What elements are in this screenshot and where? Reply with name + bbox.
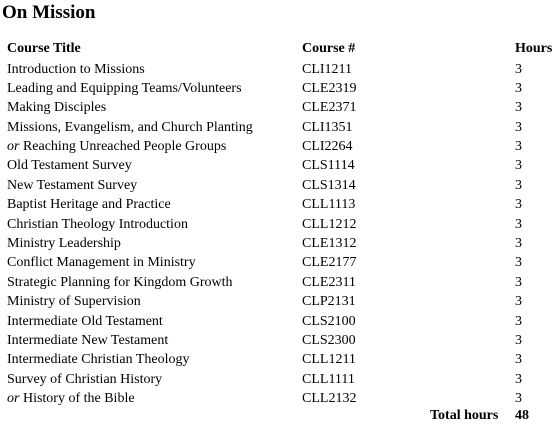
- course-title-text: Survey of Christian History: [7, 371, 163, 387]
- table-row: [0, 118, 559, 137]
- course-title-cell: [7, 350, 189, 369]
- course-number-cell: CLP2131: [302, 294, 356, 310]
- course-alternative-prefix: or: [7, 391, 20, 407]
- course-table: [0, 60, 559, 409]
- course-hours-cell: 3: [515, 119, 522, 135]
- course-number-cell: CLE2371: [302, 100, 357, 116]
- course-title-text: New Testament Survey: [7, 177, 138, 193]
- course-title-text: Introduction to Missions: [7, 61, 145, 77]
- course-title-text: Intermediate New Testament: [7, 332, 169, 348]
- course-title-cell: [7, 60, 145, 79]
- table-row: [0, 350, 559, 369]
- course-title-cell: [7, 234, 121, 253]
- table-row: [0, 253, 559, 272]
- total-hours-value: 48: [515, 408, 529, 423]
- course-title-cell: [7, 176, 137, 195]
- course-title-cell: [7, 98, 106, 117]
- course-title-cell: [7, 292, 141, 311]
- table-row: [0, 98, 559, 117]
- course-hours-cell: 3: [515, 100, 522, 116]
- course-hours-cell: 3: [515, 80, 522, 96]
- table-row: [0, 331, 559, 350]
- course-title-text: Making Disciples: [7, 100, 107, 116]
- course-title-cell: [7, 195, 171, 214]
- table-row: [0, 273, 559, 292]
- course-hours-cell: 3: [515, 216, 522, 232]
- course-number-cell: CLL1113: [302, 197, 356, 213]
- course-title-text: Intermediate Old Testament: [7, 313, 163, 329]
- course-hours-cell: 3: [515, 61, 522, 77]
- course-number-cell: CLS1314: [302, 177, 356, 193]
- course-title-cell: [7, 137, 226, 156]
- column-header-hours: Hours: [515, 41, 553, 56]
- course-hours-cell: 3: [515, 332, 522, 348]
- course-number-cell: CLE2319: [302, 80, 357, 96]
- course-title-text: Reaching Unreached People Groups: [22, 139, 227, 155]
- course-title-text: Conflict Management in Ministry: [7, 255, 196, 271]
- course-hours-cell: 3: [515, 236, 522, 252]
- course-number-cell: CLL1212: [302, 216, 357, 232]
- course-title-cell: [7, 253, 196, 272]
- course-title-text: Old Testament Survey: [7, 158, 132, 174]
- course-title-cell: [7, 389, 135, 408]
- course-number-cell: CLL1111: [302, 371, 355, 387]
- column-header-course-title: Course Title: [7, 41, 81, 56]
- course-title-text: Leading and Equipping Teams/Volunteers: [7, 80, 242, 96]
- course-title-text: Christian Theology Introduction: [7, 216, 188, 232]
- course-hours-cell: 3: [515, 139, 522, 155]
- course-number-cell: CLS2100: [302, 313, 356, 329]
- course-title-cell: [7, 312, 163, 331]
- course-hours-cell: 3: [515, 274, 522, 290]
- course-hours-cell: 3: [515, 294, 522, 310]
- course-number-cell: CLE2311: [302, 274, 356, 290]
- course-title-text: History of the Bible: [22, 391, 135, 407]
- table-row: [0, 215, 559, 234]
- course-title-cell: [7, 79, 242, 98]
- course-alternative-prefix: or: [7, 139, 20, 155]
- course-title-cell: [7, 331, 168, 350]
- table-row: [0, 60, 559, 79]
- course-title-cell: [7, 118, 253, 137]
- table-row: [0, 137, 559, 156]
- table-row: [0, 79, 559, 98]
- course-number-cell: CLI1351: [302, 119, 353, 135]
- table-row: [0, 292, 559, 311]
- table-row: [0, 234, 559, 253]
- course-title-text: Intermediate Christian Theology: [7, 352, 190, 368]
- page-title: On Mission: [2, 2, 96, 23]
- course-hours-cell: 3: [515, 197, 522, 213]
- course-title-cell: [7, 370, 162, 389]
- course-title-cell: [7, 215, 188, 234]
- course-number-cell: CLL1211: [302, 352, 356, 368]
- course-hours-cell: 3: [515, 371, 522, 387]
- course-number-cell: CLE1312: [302, 236, 357, 252]
- table-row: [0, 370, 559, 389]
- course-title-text: Strategic Planning for Kingdom Growth: [7, 274, 233, 290]
- table-row: [0, 176, 559, 195]
- course-hours-cell: 3: [515, 255, 522, 271]
- course-title-cell: [7, 156, 132, 175]
- table-row: [0, 156, 559, 175]
- course-title-text: Baptist Heritage and Practice: [7, 197, 171, 213]
- course-number-cell: CLI2264: [302, 139, 353, 155]
- course-title-text: Missions, Evangelism, and Church Planting: [7, 119, 253, 135]
- course-number-cell: CLI1211: [302, 61, 353, 77]
- course-hours-cell: 3: [515, 391, 522, 407]
- course-number-cell: CLS1114: [302, 158, 355, 174]
- course-hours-cell: 3: [515, 313, 522, 329]
- table-row: [0, 195, 559, 214]
- table-row: [0, 312, 559, 331]
- course-title-cell: [7, 273, 233, 292]
- course-hours-cell: 3: [515, 352, 522, 368]
- course-number-cell: CLE2177: [302, 255, 357, 271]
- column-header-course-number: Course #: [302, 41, 356, 56]
- total-hours-label: Total hours: [430, 408, 499, 423]
- course-title-text: Ministry Leadership: [7, 236, 121, 252]
- course-hours-cell: 3: [515, 177, 522, 193]
- course-hours-cell: 3: [515, 158, 522, 174]
- course-title-text: Ministry of Supervision: [7, 294, 141, 310]
- course-number-cell: CLS2300: [302, 332, 356, 348]
- course-number-cell: CLL2132: [302, 391, 357, 407]
